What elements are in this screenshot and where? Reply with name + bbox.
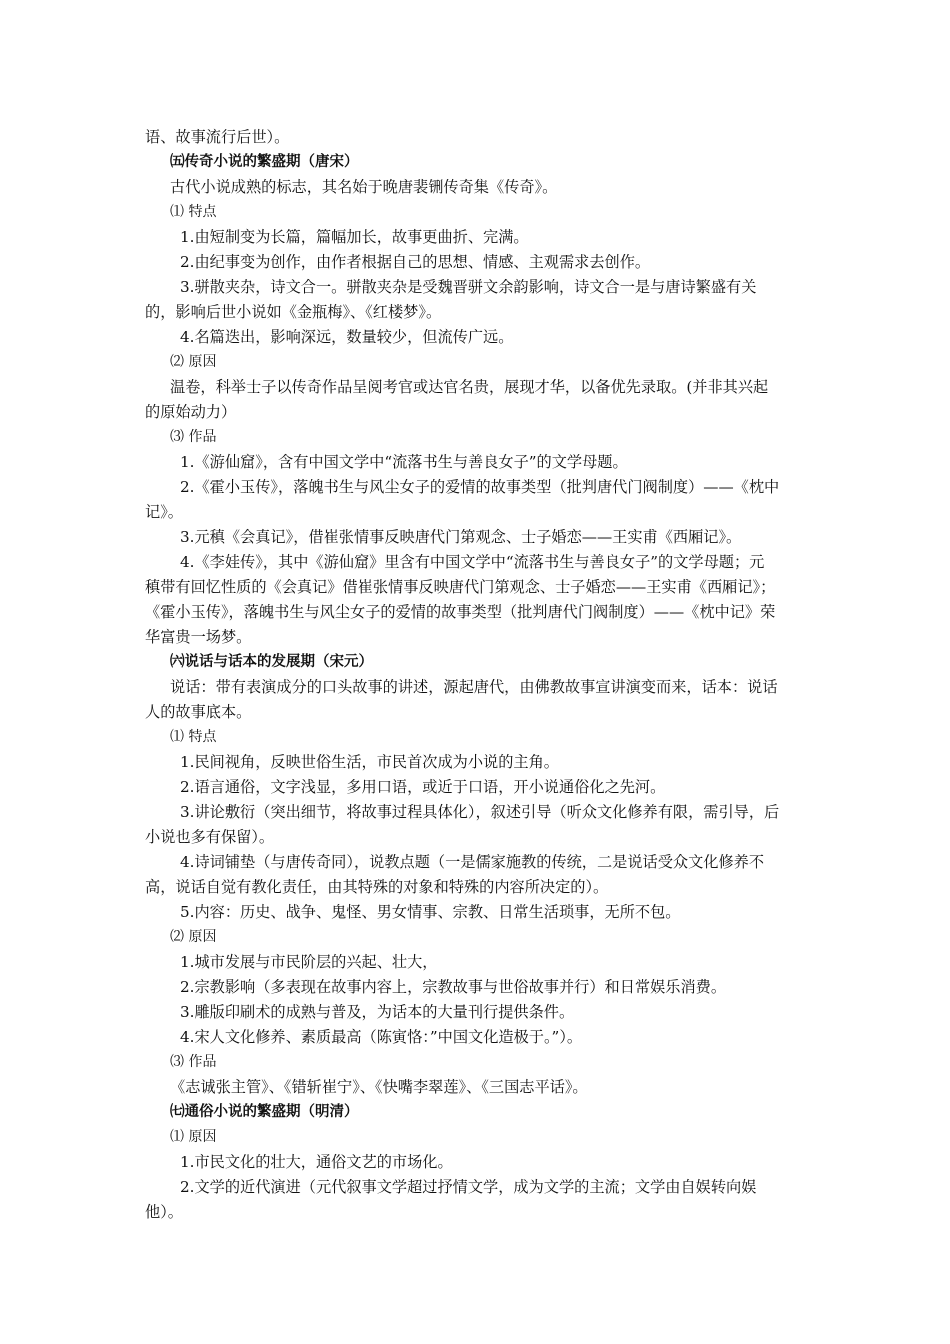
text-line: 《志诚张主管》、《错斩崔宁》、《快嘴李翠莲》、《三国志平话》。 — [170, 1078, 588, 1096]
list-item: 1.由短制变为长篇，篇幅加长，故事更曲折、完满。 — [180, 228, 529, 246]
list-item: 3.讲论敷衍（突出细节，将故事过程具体化），叙述引导（听众文化修养有限，需引导，后 — [180, 803, 780, 821]
subheading: ⑴ 特点 — [170, 204, 217, 220]
text-line: 稹带有回忆性质的《会真记》借崔张情事反映唐代门第观念、士子婚恋——王实甫《西厢记》； — [145, 578, 776, 596]
subheading: ⑴ 特点 — [170, 729, 217, 745]
text-line: 说话：带有表演成分的口头故事的讲述，源起唐代，由佛教故事宣讲演变而来，话本：说话 — [170, 678, 778, 696]
list-item: 4.宋人文化修养、素质最高（陈寅恪：”中国文化造极于。”）。 — [180, 1028, 583, 1046]
list-item: 2.语言通俗，文字浅显，多用口语，或近于口语，开小说通俗化之先河。 — [180, 778, 666, 796]
list-item: 4.诗词铺垫（与唐传奇同），说教点题（一是儒家施教的传统，二是说话受众文化修养不 — [180, 853, 765, 871]
text-line: 语、故事流行后世）。 — [145, 128, 290, 146]
list-item: 2.宗教影响（多表现在故事内容上，宗教故事与世俗故事并行）和日常娱乐消费。 — [180, 978, 727, 996]
list-item: 1.《游仙窟》，含有中国文学中“流落书生与善良女子”的文学母题。 — [180, 453, 628, 471]
text-line: 小说也多有保留）。 — [145, 828, 275, 846]
list-item: 3.元稹《会真记》，借崔张情事反映唐代门第观念、士子婚恋——王实甫《西厢记》。 — [180, 528, 742, 546]
list-item: 1.民间视角，反映世俗生活，市民首次成为小说的主角。 — [180, 753, 559, 771]
section-heading: ㈤传奇小说的繁盛期（唐宋） — [170, 154, 359, 170]
list-item: 3.骈散夹杂，诗文合一。骈散夹杂是受魏晋骈文余韵影响，诗文合一是与唐诗繁盛有关 — [180, 278, 757, 296]
text-line: 人的故事底本。 — [145, 703, 252, 721]
text-line: 他）。 — [145, 1203, 183, 1221]
list-item: 1.市民文化的壮大，通俗文艺的市场化。 — [180, 1153, 453, 1171]
subheading: ⑵ 原因 — [170, 929, 217, 945]
text-line: 高，说话自觉有教化责任，由其特殊的对象和特殊的内容所决定的）。 — [145, 878, 609, 896]
list-item: 2.由纪事变为创作，由作者根据自己的思想、情感、主观需求去创作。 — [180, 253, 651, 271]
subheading: ⑵ 原因 — [170, 354, 217, 370]
subheading: ⑶ 作品 — [170, 429, 217, 445]
list-item: 3.雕版印刷术的成熟与普及，为话本的大量刊行提供条件。 — [180, 1003, 575, 1021]
subheading: ⑶ 作品 — [170, 1054, 217, 1070]
list-item: 4.《李娃传》，其中《游仙窟》里含有中国文学中“流落书生与善良女子”的文学母题；元 — [180, 553, 765, 571]
text-line: 《霍小玉传》，落魄书生与风尘女子的爱情的故事类型（批判唐代门阀制度）——《枕中记》荣 — [145, 603, 776, 621]
section-heading: ㈦通俗小说的繁盛期（明清） — [170, 1104, 359, 1120]
text-line: 的，影响后世小说如《金瓶梅》、《红楼梦》。 — [145, 303, 442, 321]
text-line: 华富贵一场梦。 — [145, 628, 252, 646]
text-line: 温卷，科举士子以传奇作品呈阅考官或达官名贵，展现才华，以备优先录取。(并非其兴起 — [170, 378, 769, 396]
text-line: 古代小说成熟的标志，其名始于晚唐裴铏传奇集《传奇》。 — [170, 178, 558, 196]
list-item: 1.城市发展与市民阶层的兴起、壮大， — [180, 953, 438, 971]
text-line: 记》。 — [145, 503, 183, 521]
text-line: 的原始动力） — [145, 403, 237, 421]
list-item: 5.内容：历史、战争、鬼怪、男女情事、宗教、日常生活琐事，无所不包。 — [180, 903, 681, 921]
list-item: 4.名篇迭出，影响深远，数量较少，但流传广远。 — [180, 328, 514, 346]
list-item: 2.《霍小玉传》，落魄书生与风尘女子的爱情的故事类型（批判唐代门阀制度）——《枕中 — [180, 478, 780, 496]
list-item: 2.文学的近代演进（元代叙事文学超过抒情文学，成为文学的主流；文学由自娱转向娱 — [180, 1178, 757, 1196]
section-heading: ㈥说话与话本的发展期（宋元） — [170, 654, 373, 670]
subheading: ⑴ 原因 — [170, 1129, 217, 1145]
